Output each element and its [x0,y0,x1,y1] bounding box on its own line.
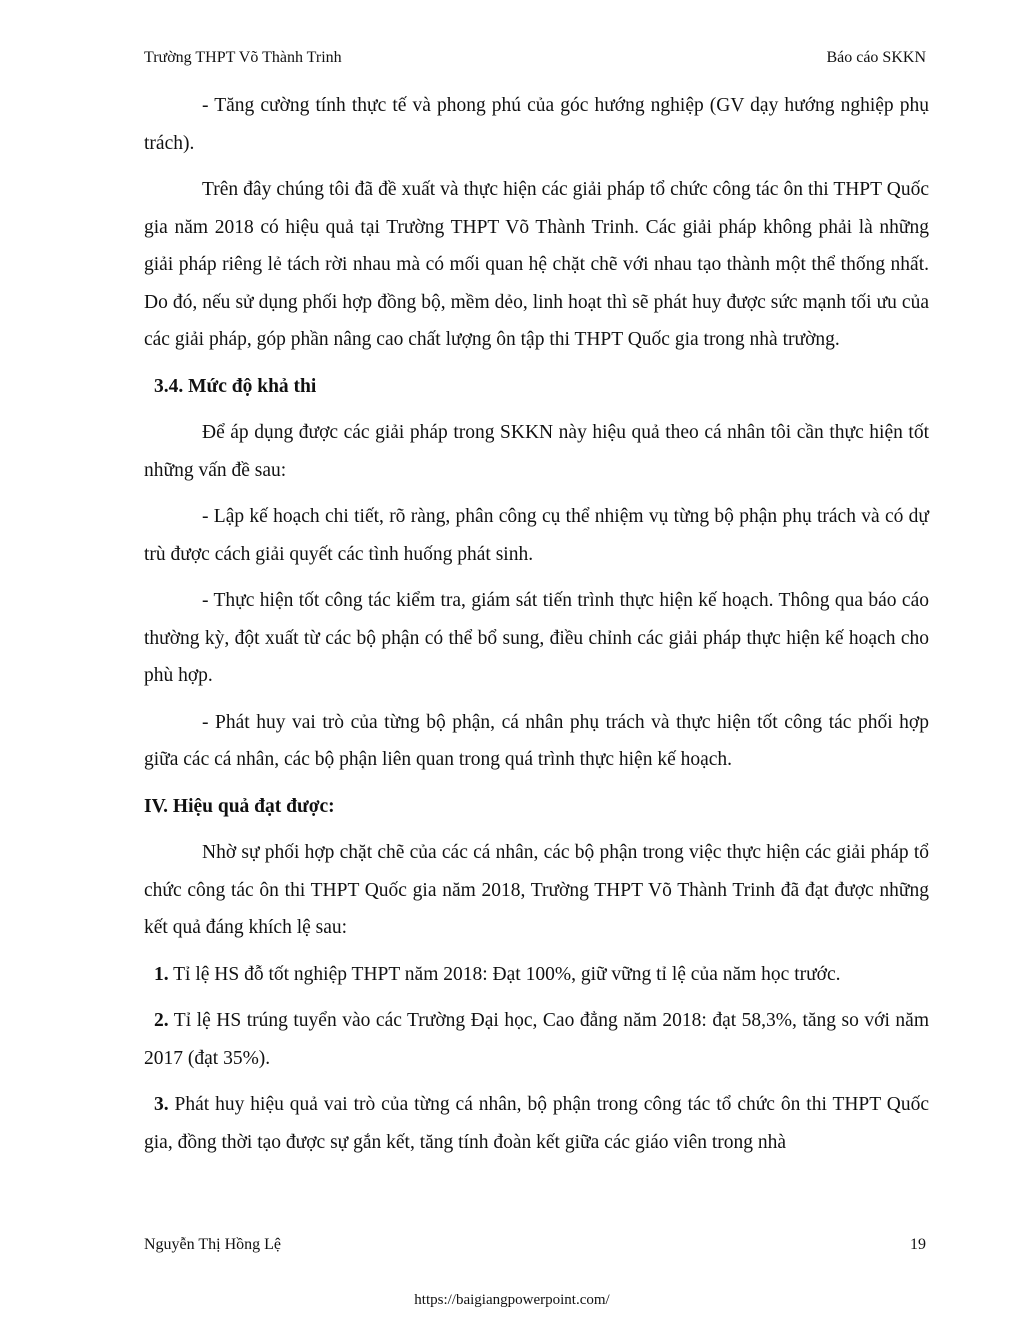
paragraph-planning: - Lập kế hoạch chi tiết, rõ ràng, phân công cụ thể nhiệm vụ từng bộ phận phụ trách và có dự trù được cách giải quyết các tình huống phát sinh. [144,506,929,565]
result-text: Tỉ lệ HS trúng tuyển vào các Trường Đại học, Cao đẳng năm 2018: đạt 58,3%, tăng so với năm 2017 (đạt 35%). [144,1010,929,1069]
result-item [144,1002,929,1077]
document-body [144,87,929,1161]
footer-page-number: 19 [910,1236,926,1253]
footer-url: https://baigiangpowerpoint.com/ [414,1292,610,1308]
result-text: Tỉ lệ HS đỗ tốt nghiệp THPT năm 2018: Đạt 100%, giữ vững tỉ lệ của năm học trước. [168,963,841,985]
paragraph-monitoring: - Thực hiện tốt công tác kiểm tra, giám sát tiến trình thực hiện kế hoạch. Thông qua báo cáo thường kỳ, đột xuất từ các bộ phận có thể bổ sung, điều chỉnh các giải pháp thực hiện kế hoạch cho phù hợp. [144,590,929,686]
result-number: 3. [154,1094,169,1115]
result-item [144,1086,929,1161]
paragraph-summary: Trên đây chúng tôi đã đề xuất và thực hiện các giải pháp tổ chức công tác ôn thi THPT Quốc gia năm 2018 có hiệu quả tại Trường THPT Võ Thành Trinh. Các giải pháp không phải là những giải pháp riêng lẻ tách rời nhau mà có mối quan hệ chặt chẽ với nhau tạo thành một thể thống nhất. Do đó, nếu sử dụng phối hợp đồng bộ, mềm dẻo, linh hoạt thì sẽ phát huy được sức mạnh tối ưu của các giải pháp, góp phần nâng cao chất lượng ôn tập thi THPT Quốc gia trong nhà trường. [144,179,929,350]
paragraph-feasibility-intro: Để áp dụng được các giải pháp trong SKKN này hiệu quả theo cá nhân tôi cần thực hiện tốt những vấn đề sau: [144,422,929,481]
result-number: 2. [154,1010,169,1031]
section-heading-feasibility: 3.4. Mức độ khả thi [154,375,317,397]
result-item [144,956,929,994]
paragraph-results-intro: Nhờ sự phối hợp chặt chẽ của các cá nhân, các bộ phận trong việc thực hiện các giải pháp tổ chức công tác ôn thi THPT Quốc gia năm 2018, Trường THPT Võ Thành Trinh đã đạt được những kết quả đáng khích lệ sau: [144,842,929,938]
header-report-title: Báo cáo SKKN [826,49,926,66]
paragraph-career-corner: - Tăng cường tính thực tế và phong phú của góc hướng nghiệp (GV dạy hướng nghiệp phụ trách). [144,95,929,154]
footer-author: Nguyễn Thị Hồng Lệ [144,1236,282,1253]
result-text: Phát huy hiệu quả vai trò của từng cá nhân, bộ phận trong công tác tổ chức ôn thi THPT Quốc gia, đồng thời tạo được sự gắn kết, tăng tính đoàn kết giữa các giáo viên trong nhà [144,1094,929,1153]
header-school-name: Trường THPT Võ Thành Trinh [144,49,342,66]
paragraph-roles: - Phát huy vai trò của từng bộ phận, cá nhân phụ trách và thực hiện tốt công tác phối hợp giữa các cá nhân, các bộ phận liên quan trong quá trình thực hiện kế hoạch. [144,711,929,770]
section-heading-results: IV. Hiệu quả đạt được: [144,795,335,817]
result-number: 1. [154,963,169,985]
